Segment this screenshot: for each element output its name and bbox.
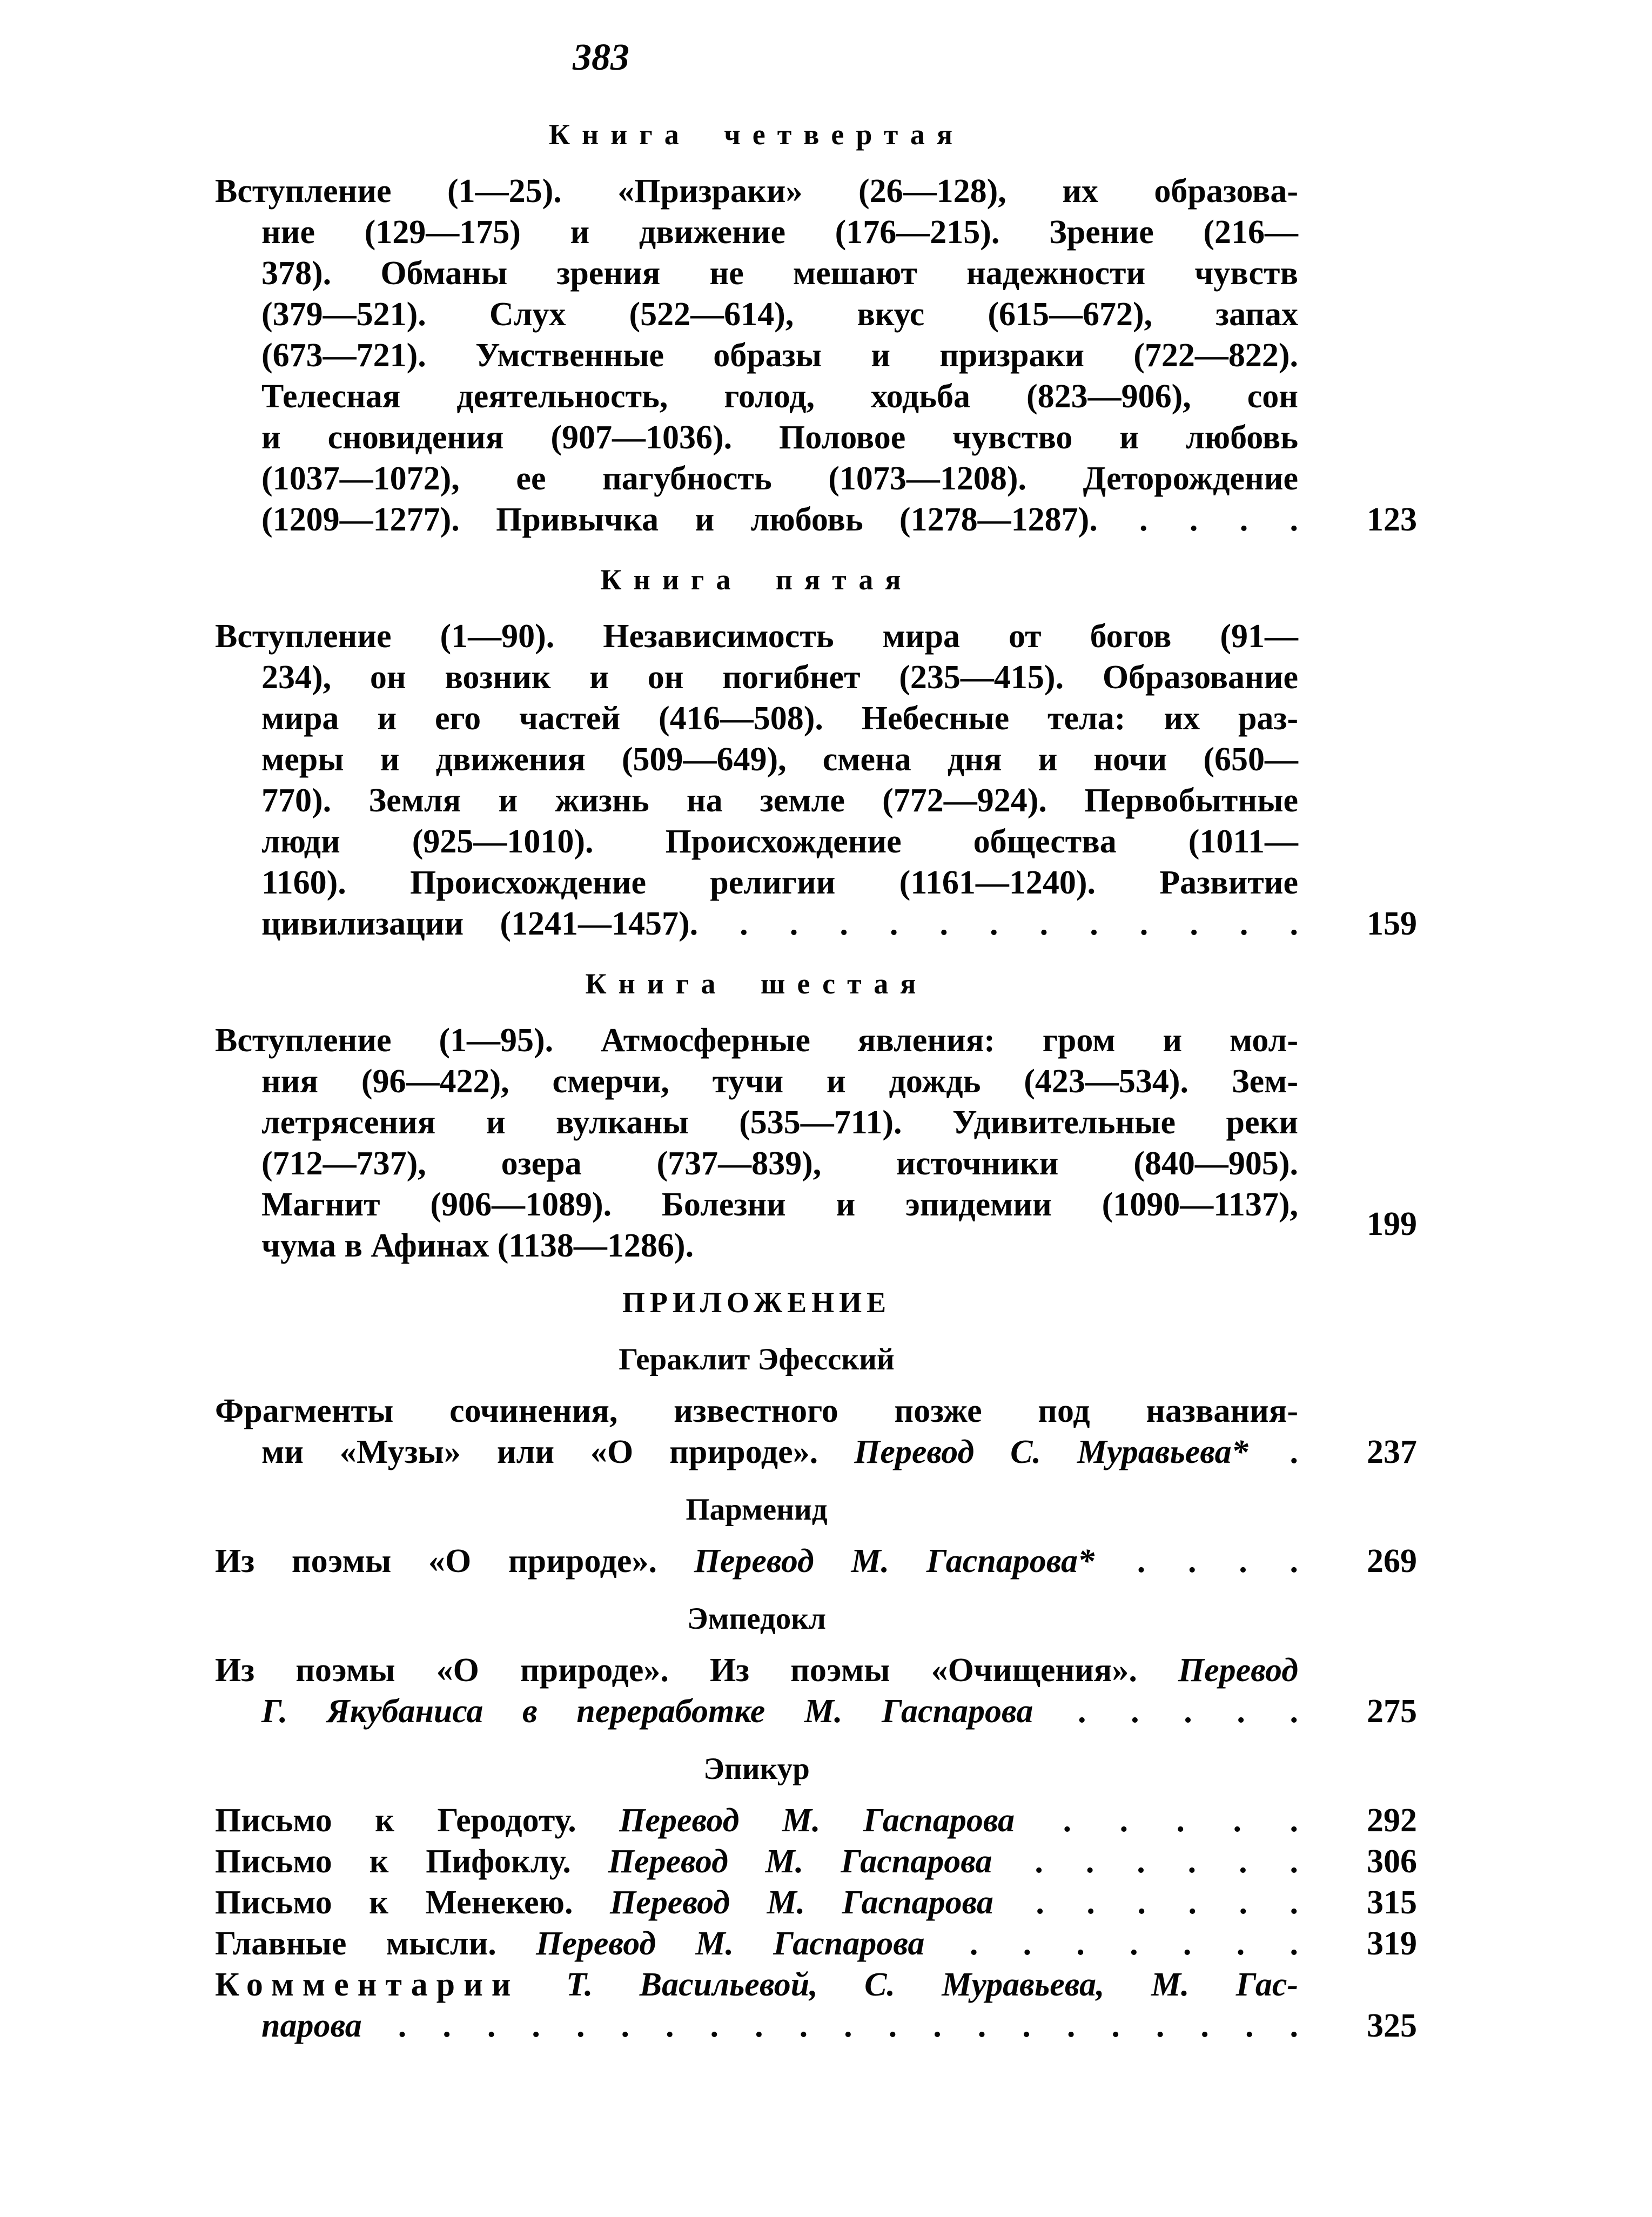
text-segment: Г. Якубаниса в переработке М. Гаспарова — [261, 1693, 1033, 1730]
toc-entry — [215, 171, 1417, 540]
toc-line — [215, 862, 1417, 903]
text-segment: Комментарии — [215, 1966, 520, 2003]
page-number: 306 — [1367, 1843, 1417, 1880]
toc-line — [215, 1923, 1417, 1964]
toc-line — [215, 1102, 1417, 1143]
toc-line-text — [261, 458, 1298, 499]
text-segment: (379—521). Слух (522—614), вкус (615—672), запах — [261, 296, 1298, 333]
subheading: Эпикур — [703, 1752, 810, 1786]
book-heading: Книга пятая — [600, 563, 913, 596]
toc-line — [215, 253, 1417, 294]
toc-line-text — [215, 1841, 1298, 1882]
text-segment: Перевод — [1178, 1652, 1298, 1689]
toc-line — [215, 1650, 1417, 1691]
dot-leader: . . . . . . . . . . . . . . . . . . . . . — [361, 2007, 1298, 2044]
toc-line — [215, 698, 1417, 739]
text-segment: Перевод С. Муравьева* — [854, 1434, 1248, 1470]
text-segment: (1209—1277). Привычка и любовь (1278—1287). — [261, 501, 1098, 538]
dot-leader: . . . . — [1097, 501, 1299, 538]
toc-line — [215, 2005, 1417, 2046]
toc-line-text — [261, 1184, 1298, 1225]
toc-line-text — [261, 1691, 1298, 1732]
toc-line-text — [261, 698, 1298, 739]
toc-line-text — [261, 2005, 1298, 2046]
toc-line — [215, 1882, 1417, 1923]
toc-line-text — [261, 862, 1298, 903]
toc-line — [215, 212, 1417, 253]
text-segment: 378). Обманы зрения не мешают надежности чувств — [261, 255, 1298, 292]
page-number: 275 — [1367, 1693, 1417, 1730]
text-segment: цивилизации (1241—1457). — [261, 905, 699, 942]
page-number: 159 — [1367, 905, 1417, 942]
toc-line-text — [215, 616, 1298, 657]
text-segment: 234), он возник и он погибнет (235—415). Образование — [261, 659, 1298, 696]
toc-line-text — [261, 739, 1298, 780]
toc-line — [215, 1541, 1417, 1582]
toc-line — [215, 780, 1417, 821]
text-segment: Письмо к Менекею. — [215, 1884, 610, 1921]
toc-line-text — [261, 780, 1298, 821]
page-number: 315 — [1367, 1884, 1417, 1921]
toc-line — [215, 1206, 1417, 1266]
table-of-contents — [215, 115, 1417, 2046]
toc-line-text — [261, 657, 1298, 698]
text-segment: Вступление (1—90). Независимость мира от богов (91— — [215, 618, 1298, 655]
text-segment: Перевод М. Гаспарова — [609, 1884, 993, 1921]
toc-line-text — [261, 1225, 1298, 1266]
dot-leader: . . . . . . . — [924, 1925, 1298, 1962]
text-segment: люди (925—1010). Происхождение общества (1011— — [261, 823, 1298, 860]
text-segment: летрясения и вулканы (535—711). Удивительные реки — [261, 1104, 1298, 1141]
section-heading: ПРИЛОЖЕНИЕ — [622, 1286, 891, 1319]
page-number: 269 — [1367, 1543, 1417, 1580]
toc-entry — [215, 1650, 1417, 1732]
toc-line — [215, 616, 1417, 657]
toc-line — [215, 1800, 1417, 1841]
toc-line-text — [261, 821, 1298, 862]
page-number: 319 — [1367, 1925, 1417, 1962]
page-number: 199 — [1367, 1206, 1417, 1242]
text-segment: Письмо к Геродоту. — [215, 1802, 620, 1839]
toc-line-text — [215, 171, 1298, 212]
toc-line — [215, 1964, 1417, 2005]
toc-entry — [215, 616, 1417, 944]
text-segment: Т. Васильевой, С. Муравьева, М. Гас- — [566, 1966, 1298, 2003]
toc-line-text — [261, 499, 1298, 540]
toc-line-text — [261, 1061, 1298, 1102]
toc-line — [215, 1432, 1417, 1473]
toc-line-text — [261, 212, 1298, 253]
toc-entry — [215, 1390, 1417, 1473]
subheading: Эмпедокл — [687, 1602, 827, 1636]
text-segment: Перевод М. Гаспарова — [619, 1802, 1015, 1839]
dot-leader: . . . . . . . . . . . . — [698, 905, 1298, 942]
toc-line — [215, 1184, 1417, 1225]
toc-line-text — [215, 1541, 1298, 1582]
dot-leader: . . . . — [1094, 1543, 1298, 1580]
toc-line — [215, 458, 1417, 499]
toc-line-text — [215, 1964, 1298, 2005]
text-segment: мира и его частей (416—508). Небесные тела: их раз- — [261, 700, 1298, 737]
text-segment: Перевод М. Гаспарова — [608, 1843, 992, 1880]
text-segment: 770). Земля и жизнь на земле (772—924). Первобытные — [261, 782, 1298, 819]
toc-line-text — [261, 376, 1298, 417]
toc-line-text — [215, 1882, 1298, 1923]
dot-leader: . . . . . . — [992, 1843, 1298, 1880]
text-segment: Фрагменты сочинения, известного позже под названия- — [215, 1393, 1298, 1429]
toc-entry — [215, 1800, 1417, 1841]
toc-line — [215, 1143, 1417, 1184]
toc-entry — [215, 1841, 1417, 1882]
toc-line-text — [261, 1102, 1298, 1143]
toc-line-text — [215, 1650, 1298, 1691]
toc-line-text — [215, 1020, 1298, 1061]
text-segment: 1160). Происхождение религии (1161—1240). Развитие — [261, 864, 1298, 901]
toc-line-text — [261, 335, 1298, 376]
toc-line — [215, 657, 1417, 698]
toc-line — [215, 171, 1417, 212]
page-number: 237 — [1367, 1434, 1417, 1470]
toc-line — [215, 417, 1417, 458]
toc-entry — [215, 1541, 1417, 1582]
dot-leader: . — [1248, 1434, 1299, 1470]
toc-line — [215, 739, 1417, 780]
toc-line-text — [261, 417, 1298, 458]
toc-line-text — [261, 1143, 1298, 1184]
text-segment: (1037—1072), ее пагубность (1073—1208). Деторождение — [261, 460, 1298, 497]
page-number: 325 — [1367, 2007, 1417, 2044]
dot-leader: . . . . . — [1015, 1802, 1298, 1839]
toc-line — [215, 1390, 1417, 1432]
toc-line-text — [215, 1390, 1298, 1432]
toc-line — [215, 1061, 1417, 1102]
toc-line — [215, 499, 1417, 540]
toc-entry — [215, 1020, 1417, 1266]
text-segment: Вступление (1—95). Атмосферные явления: гром и мол- — [215, 1022, 1298, 1059]
text-segment: ния (96—422), смерчи, тучи и дождь (423—534). Зем- — [261, 1063, 1298, 1100]
subheading: Парменид — [686, 1493, 828, 1527]
toc-line-text — [215, 1800, 1298, 1841]
text-segment: Главные мысли. — [215, 1925, 536, 1962]
text-segment: Перевод М. Гаспарова* — [694, 1543, 1095, 1580]
page-number: 292 — [1367, 1802, 1417, 1839]
toc-line — [215, 376, 1417, 417]
text-segment: чума в Афинах (1138—1286). — [261, 1227, 694, 1264]
toc-line — [215, 1020, 1417, 1061]
text-segment: Из поэмы «О природе». Из поэмы «Очищения». — [215, 1652, 1178, 1689]
text-segment: Вступление (1—25). «Призраки» (26—128), их образова- — [215, 173, 1298, 210]
text-segment: ние (129—175) и движение (176—215). Зрение (216— — [261, 214, 1298, 251]
text-segment: (673—721). Умственные образы и призраки (722—822). — [261, 337, 1298, 374]
toc-line — [215, 821, 1417, 862]
dot-leader: . . . . . . — [993, 1884, 1298, 1921]
text-segment: Телесная деятельность, голод, ходьба (823—906), сон — [261, 378, 1298, 415]
toc-line-text — [215, 1923, 1298, 1964]
toc-entry — [215, 1964, 1417, 2046]
toc-line — [215, 1841, 1417, 1882]
text-segment: Перевод М. Гаспарова — [536, 1925, 925, 1962]
text-segment: Магнит (906—1089). Болезни и эпидемии (1090—1137), — [261, 1186, 1298, 1223]
text-segment — [520, 1966, 566, 2003]
toc-line — [215, 294, 1417, 335]
book-heading: Книга шестая — [585, 968, 928, 1000]
toc-line-text — [261, 294, 1298, 335]
toc-line — [215, 1691, 1417, 1732]
toc-entry — [215, 1923, 1417, 1964]
toc-line — [215, 335, 1417, 376]
text-segment: Письмо к Пифоклу. — [215, 1843, 608, 1880]
page-number: 123 — [1367, 501, 1417, 538]
text-segment: и сновидения (907—1036). Половое чувство и любовь — [261, 419, 1298, 456]
text-segment: парова — [261, 2007, 362, 2044]
text-segment: Из поэмы «О природе». — [215, 1543, 694, 1580]
text-segment: меры и движения (509—649), смена дня и ночи (650— — [261, 741, 1298, 778]
dot-leader: . . . . . — [1033, 1693, 1299, 1730]
toc-line — [215, 903, 1417, 944]
text-segment: ми «Музы» или «О природе». — [261, 1434, 855, 1470]
page-folio-number: 383 — [573, 37, 629, 78]
toc-line-text — [261, 253, 1298, 294]
toc-entry — [215, 1882, 1417, 1923]
toc-line-text — [261, 1432, 1298, 1473]
book-heading: Книга четвертая — [548, 118, 965, 151]
text-segment: (712—737), озера (737—839), источники (840—905). — [261, 1145, 1298, 1182]
toc-line-text — [261, 903, 1298, 944]
subheading: Гераклит Эфесский — [619, 1342, 895, 1376]
